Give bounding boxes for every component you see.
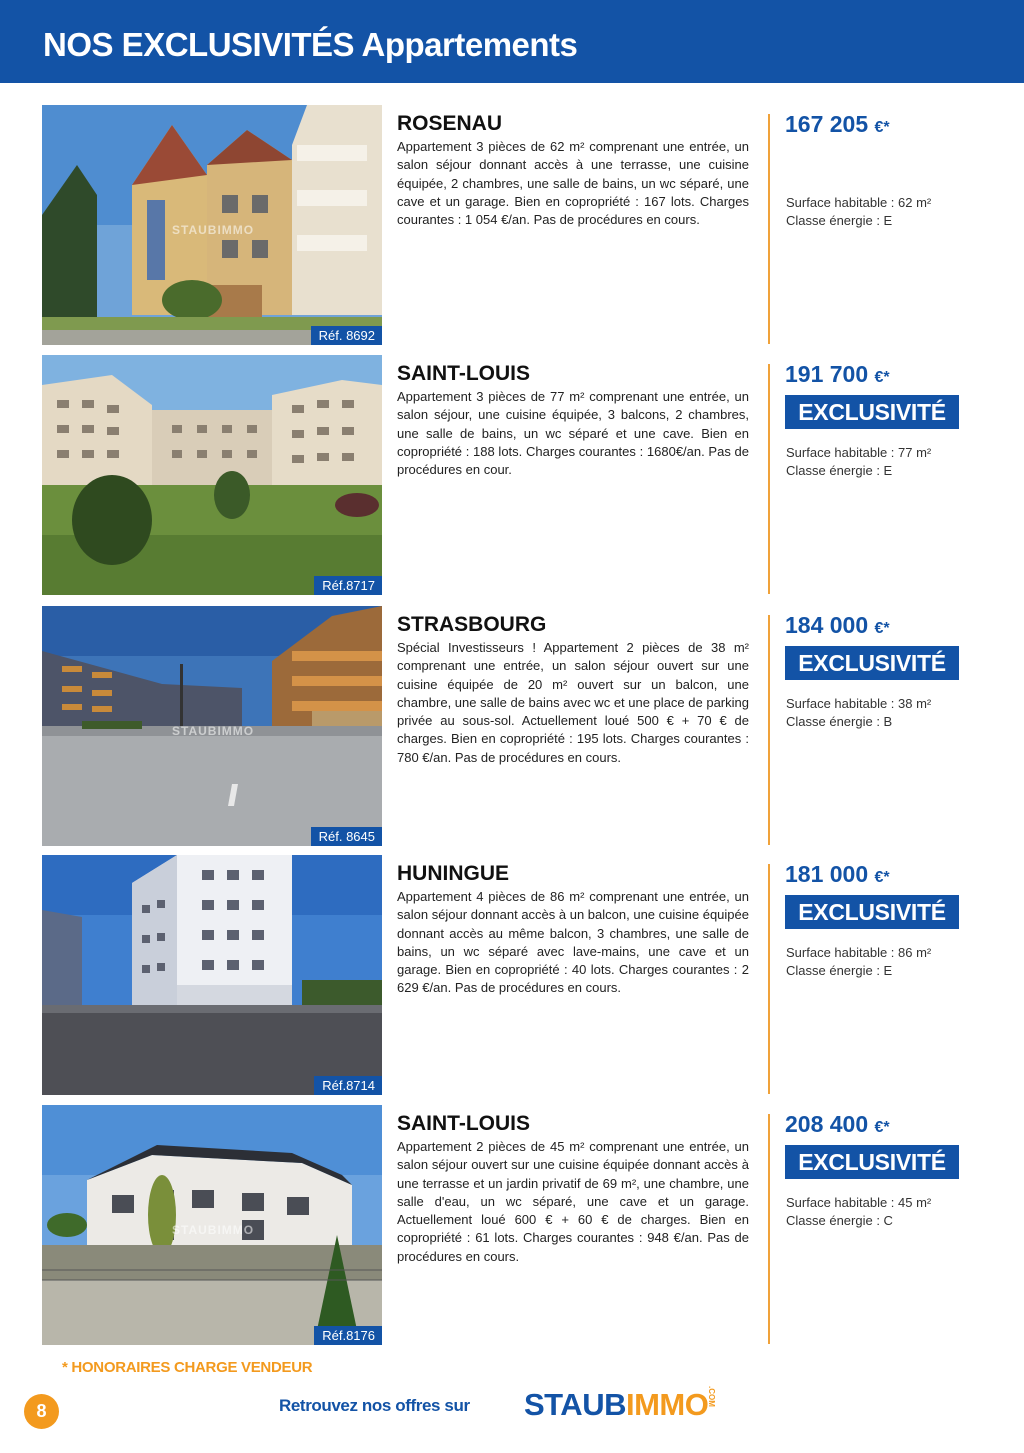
listing-city: ROSENAU (397, 112, 503, 135)
logo-immo: IMMO (625, 1387, 709, 1422)
fees-footnote: * HONORAIRES CHARGE VENDEUR (62, 1359, 313, 1376)
reference-label: Réf.8717 (314, 576, 382, 595)
exclusivite-badge: EXCLUSIVITÉ (785, 646, 959, 680)
divider (768, 1114, 770, 1344)
surface-text: Surface habitable : 62 m² (786, 195, 932, 210)
listing-specs (786, 1194, 931, 1230)
listing-price (785, 111, 890, 138)
reference-label: Réf. 8645 (311, 827, 382, 846)
listing-city: SAINT-LOUIS (397, 1112, 531, 1135)
photo-watermark: STAUBIMMO (172, 223, 255, 237)
surface-text: Surface habitable : 86 m² (786, 945, 932, 960)
listing-saint-louis-2[interactable] (0, 1105, 1024, 1345)
exclusivite-badge: EXCLUSIVITÉ (785, 895, 959, 929)
listing-description: Spécial Investisseurs ! Appartement 2 pièces de 38 m² comprenant une entrée, un salon séjour ouvert sur une cuisine équipée de 20 m² ouvert sur un balcon, une chambre, une salle de bains avec wc et une place de parking privée au sous-sol. Actuellement loué 500 € + 70 € de charges. Bien en copropriété : 195 lots. Charges courantes : 780 €/an. Pas de procédures en cours. (397, 640, 749, 765)
reference-label: Réf.8714 (314, 1076, 382, 1095)
surface-text: Surface habitable : 77 m² (786, 445, 932, 460)
listing-description: Appartement 4 pièces de 86 m² comprenant une entrée, un salon séjour donnant accès à un balcon, une cuisine équipée donnant accès au même balcon, 3 chambres, une salle de bains, un wc séparé avec lave-mains, une cave et un garage. Bien en copropriété : 40 lots. Charges courantes : 2 629 €/an. Pas de procédures en cours. (397, 889, 749, 996)
surface-text: Surface habitable : 38 m² (786, 696, 932, 711)
page-number: 8 (24, 1394, 59, 1429)
listing-specs (786, 944, 931, 980)
page-header (0, 0, 1024, 83)
energy-class-text: Classe énergie : E (786, 963, 893, 978)
price-value: 191 700 (785, 361, 869, 387)
energy-class-text: Classe énergie : E (786, 463, 893, 478)
surface-text: Surface habitable : 45 m² (786, 1195, 932, 1210)
listing-description: Appartement 3 pièces de 62 m² comprenant une entrée, un salon séjour donnant accès à une terrasse, une cuisine équipée, 2 chambres, une salle de bains, un wc séparé, une cave et un garage. Bien en copropriété : 167 lots. Charges courantes : 1 054 €/an. Pas de procédures en cours. (397, 139, 749, 228)
tower-photo-icon (42, 855, 382, 1095)
listing-price (785, 361, 890, 388)
listing-price (785, 1111, 890, 1138)
price-suffix: €* (874, 620, 890, 637)
listing-city: HUNINGUE (397, 862, 510, 885)
price-suffix: €* (874, 369, 890, 386)
listing-city: SAINT-LOUIS (397, 362, 531, 385)
price-suffix: €* (874, 1119, 890, 1136)
listing-saint-louis-1[interactable] (0, 355, 1024, 595)
listing-photo[interactable] (42, 855, 382, 1095)
staubimmo-logo[interactable] (524, 1387, 729, 1427)
reference-label: Réf. 8692 (311, 326, 382, 345)
price-value: 181 000 (785, 861, 869, 887)
divider (768, 364, 770, 594)
exclusivite-badge: EXCLUSIVITÉ (785, 395, 959, 429)
listing-specs (786, 444, 931, 480)
listing-photo[interactable] (42, 355, 382, 595)
listing-photo[interactable] (42, 1105, 382, 1345)
price-value: 184 000 (785, 612, 869, 638)
price-suffix: €* (874, 869, 890, 886)
listing-specs (786, 194, 931, 230)
listing-description: Appartement 2 pièces de 45 m² comprenant une entrée, un salon séjour ouvert sur une cuisine équipée donnant accès à une terrasse et un jardin privatif de 69 m², une chambre, une salle d'eau, un wc séparé, une cave et un garage. Actuellement loué 600 € + 60 € de charges. Bien en copropriété : 61 lots. Charges courantes : 948 €/an. Pas de procédures en cours. (397, 1139, 749, 1264)
listing-description: Appartement 3 pièces de 77 m² comprenant une entrée, un salon séjour, une cuisine équipée, 3 balcons, 2 chambres, une salle de bains, un wc séparé et une cave. Bien en copropriété : 188 lots. Charges courantes : 1680€/an. Pas de procédures en cour. (397, 389, 749, 478)
energy-class-text: Classe énergie : C (786, 1213, 893, 1228)
building-photo-icon (42, 355, 382, 595)
listing-specs (786, 695, 931, 731)
listing-strasbourg[interactable] (0, 606, 1024, 846)
divider (768, 864, 770, 1094)
listing-rosenau[interactable] (0, 105, 1024, 345)
listing-photo[interactable] (42, 105, 382, 345)
logo-staub: STAUB (524, 1387, 626, 1422)
website-cta: Retrouvez nos offres sur (279, 1396, 470, 1415)
energy-class-text: Classe énergie : B (786, 714, 893, 729)
price-value: 208 400 (785, 1111, 869, 1137)
reference-label: Réf.8176 (314, 1326, 382, 1345)
price-suffix: €* (874, 119, 890, 136)
energy-class-text: Classe énergie : E (786, 213, 893, 228)
listing-photo[interactable] (42, 606, 382, 846)
price-value: 167 205 (785, 111, 869, 137)
photo-watermark: STAUBIMMO (172, 724, 255, 738)
listing-price (785, 861, 890, 888)
listing-city: STRASBOURG (397, 613, 547, 636)
listing-huningue[interactable] (0, 855, 1024, 1095)
divider (768, 114, 770, 344)
logo-com: .COM (707, 1386, 717, 1407)
exclusivite-badge: EXCLUSIVITÉ (785, 1145, 959, 1179)
page-title: NOS EXCLUSIVITÉS Appartements (43, 26, 578, 63)
listing-price (785, 612, 890, 639)
photo-watermark: STAUBIMMO (172, 1223, 255, 1237)
divider (768, 615, 770, 845)
